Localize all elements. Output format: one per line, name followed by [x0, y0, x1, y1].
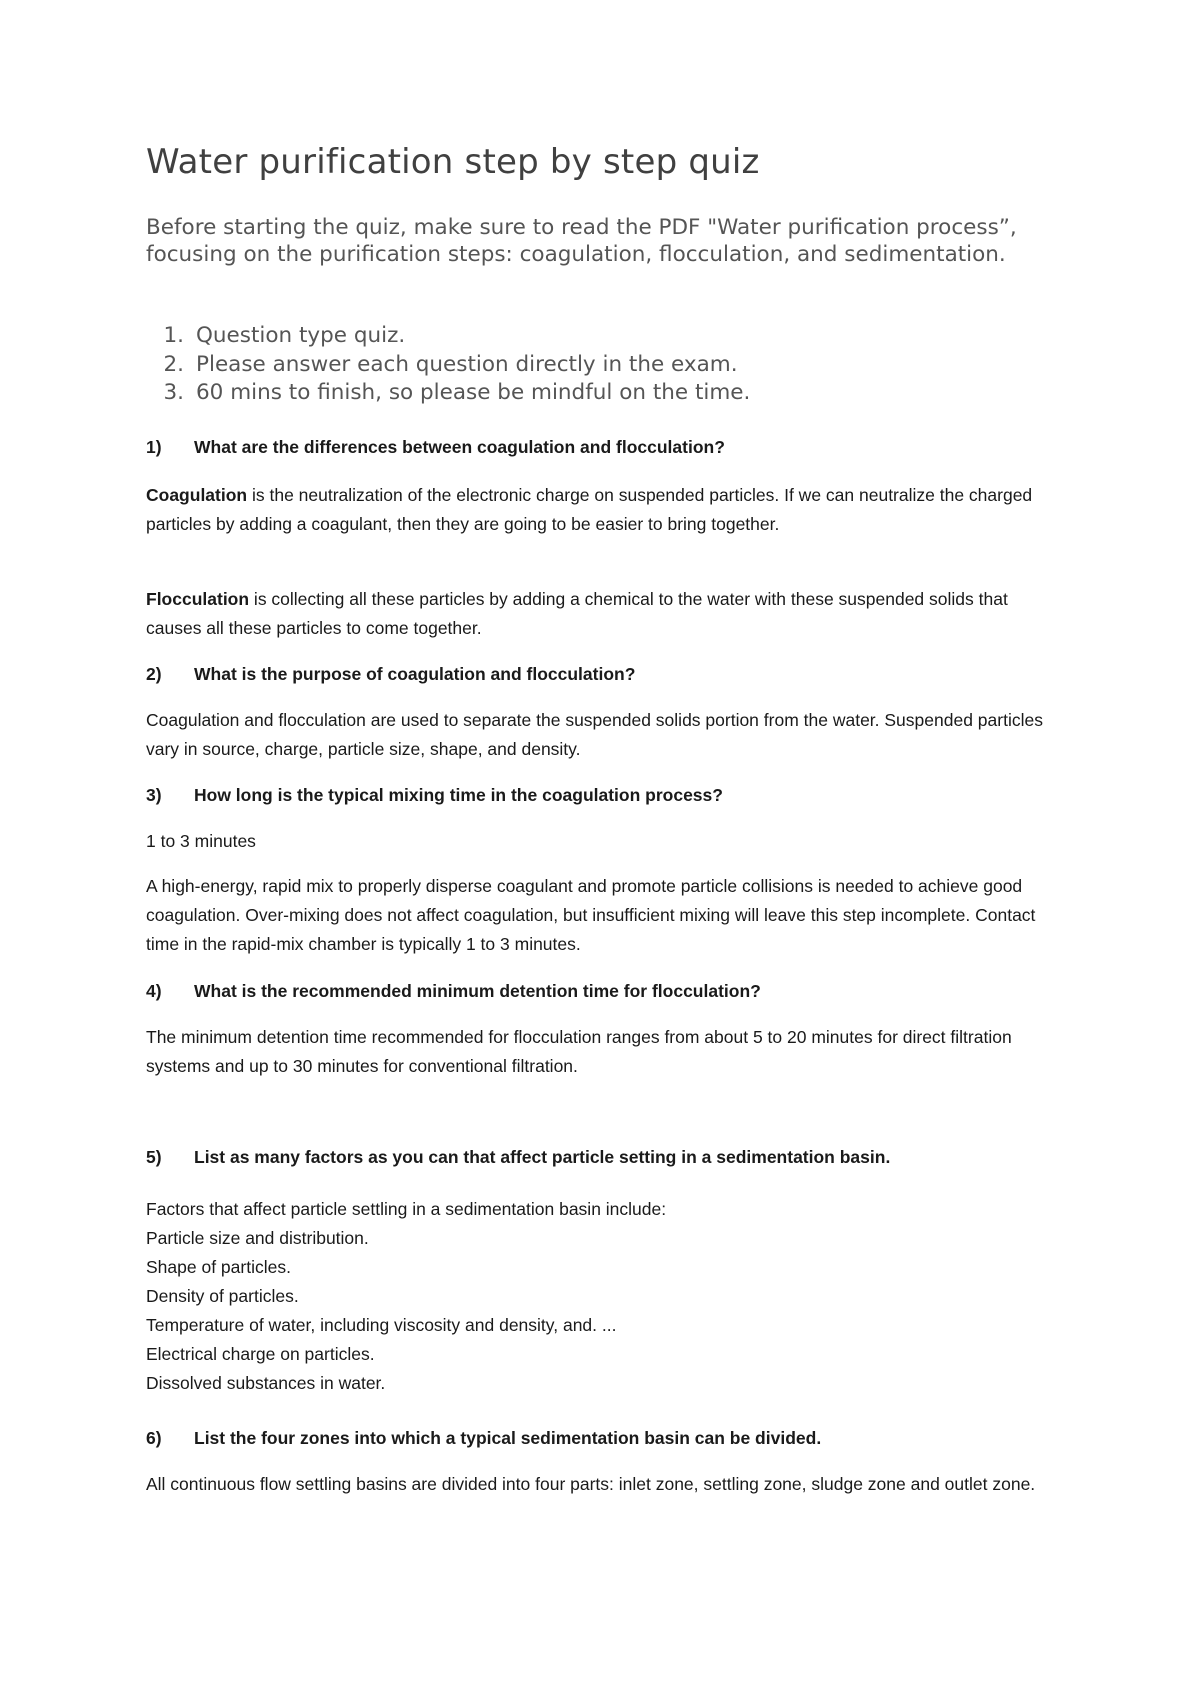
answer-3: A high-energy, rapid mix to properly disperse coagulant and promote particle collisions is needed to achieve good coagulation. Over-mixing does not affect coagulation, but insufficient mixing will leave this step incomplete. Contact time in the rapid-mix chamber is typically 1 to 3 minutes. [146, 876, 1036, 954]
question-4-heading: 4) What is the recommended minimum detention time for flocculation? [146, 981, 761, 1001]
list-item: Shape of particles. [146, 1257, 291, 1277]
list-item: Electrical charge on particles. [146, 1344, 375, 1364]
answer-3-short: 1 to 3 minutes [146, 831, 256, 851]
list-item: 1. Question type quiz. [163, 323, 406, 348]
list-item: 2. Please answer each question directly in the exam. [163, 351, 738, 377]
question-3-heading: 3) How long is the typical mixing time in the coagulation process? [146, 785, 723, 805]
page-title: Water purification step by step quiz [146, 142, 760, 182]
answer-1a: Coagulation is the neutralization of the electronic charge on suspended particles. If we can neutralize the charged particles by adding a coagulant, then they are going to be easier to bring together. [146, 485, 1033, 534]
list-item: Density of particles. [146, 1286, 299, 1306]
question-5-heading: 5) List as many factors as you can that affect particle setting in a sedimentation basin. [146, 1147, 891, 1167]
factor-list [146, 1195, 666, 1398]
question-2-heading: 2) What is the purpose of coagulation and flocculation? [146, 664, 636, 684]
list-item: Particle size and distribution. [146, 1228, 369, 1248]
question-1-heading: 1) What are the differences between coagulation and flocculation? [146, 437, 725, 457]
question-6-heading: 6) List the four zones into which a typical sedimentation basin can be divided. [146, 1428, 822, 1448]
list-item: Temperature of water, including viscosity and density, and. ... [146, 1315, 617, 1335]
intro-text: Before starting the quiz, make sure to read the PDF "Water purification process”, focusing on the purification steps: coagulation, flocculation, and sedimentation. [146, 215, 1017, 267]
instructions-list [146, 322, 750, 408]
answer-6: All continuous flow settling basins are divided into four parts: inlet zone, settling zone, sludge zone and outlet zone. [146, 1474, 1036, 1494]
answer-2: Coagulation and flocculation are used to separate the suspended solids portion from the water. Suspended particles vary in source, charge, particle size, shape, and density. [146, 710, 1043, 759]
factor-intro: Factors that affect particle settling in a sedimentation basin include: [146, 1199, 667, 1219]
list-item: Dissolved substances in water. [146, 1373, 386, 1393]
list-item: 3. 60 mins to finish, so please be mindful on the time. [163, 380, 751, 405]
answer-4: The minimum detention time recommended for flocculation ranges from about 5 to 20 minutes for direct filtration systems and up to 30 minutes for conventional filtration. [146, 1027, 1012, 1076]
answer-1b: Flocculation is collecting all these particles by adding a chemical to the water with these suspended solids that causes all these particles to come together. [146, 589, 1008, 638]
